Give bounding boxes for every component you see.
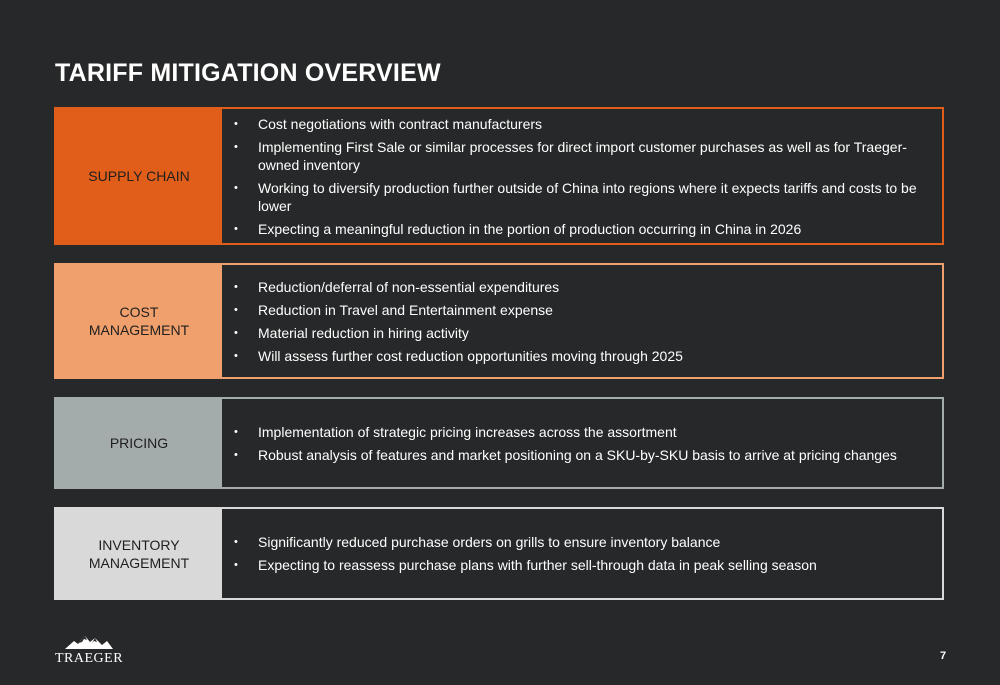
bullet-list-supply-chain	[222, 109, 942, 243]
bullet-item: • Reduction in Travel and Entertainment expense	[222, 301, 922, 319]
bullet-item: • Will assess further cost reduction opportunities moving through 2025	[222, 347, 922, 365]
logo-text: TRAEGER	[55, 651, 124, 666]
traeger-logo	[55, 634, 125, 670]
bullet-list-inventory-management	[222, 509, 942, 598]
bullet-list-cost-management	[222, 265, 942, 377]
bullet-item: • Significantly reduced purchase orders on grills to ensure inventory balance	[222, 533, 922, 551]
bullet-item: • Robust analysis of features and market positioning on a SKU-by-SKU basis to arrive at pricing changes	[222, 446, 922, 464]
page-number: 7	[940, 650, 947, 662]
section-supply-chain	[54, 107, 944, 245]
bullet-item: • Expecting to reassess purchase plans with further sell-through data in peak selling season	[222, 556, 922, 574]
mountain-logo-icon	[65, 634, 113, 650]
section-label-pricing: PRICING	[56, 399, 222, 487]
section-cost-management	[54, 263, 944, 379]
bullet-item: • Expecting a meaningful reduction in the portion of production occurring in China in 2026	[222, 220, 922, 238]
section-pricing	[54, 397, 944, 489]
bullet-item: • Cost negotiations with contract manufacturers	[222, 115, 922, 133]
bullet-item: • Reduction/deferral of non-essential expenditures	[222, 278, 922, 296]
section-label-cost-management: COST MANAGEMENT	[56, 265, 222, 377]
bullet-item: • Material reduction in hiring activity	[222, 324, 922, 342]
page-title: TARIFF MITIGATION OVERVIEW	[55, 59, 441, 87]
section-label-supply-chain: SUPPLY CHAIN	[56, 109, 222, 243]
section-inventory-management	[54, 507, 944, 600]
bullet-item: • Working to diversify production further outside of China into regions where it expects tariffs and costs to be lower	[222, 179, 922, 215]
bullet-item: • Implementing First Sale or similar processes for direct import customer purchases as well as for Traeger-owned inventory	[222, 138, 922, 174]
section-label-inventory-management: INVENTORY MANAGEMENT	[56, 509, 222, 598]
bullet-item: • Implementation of strategic pricing increases across the assortment	[222, 423, 922, 441]
bullet-list-pricing	[222, 399, 942, 487]
